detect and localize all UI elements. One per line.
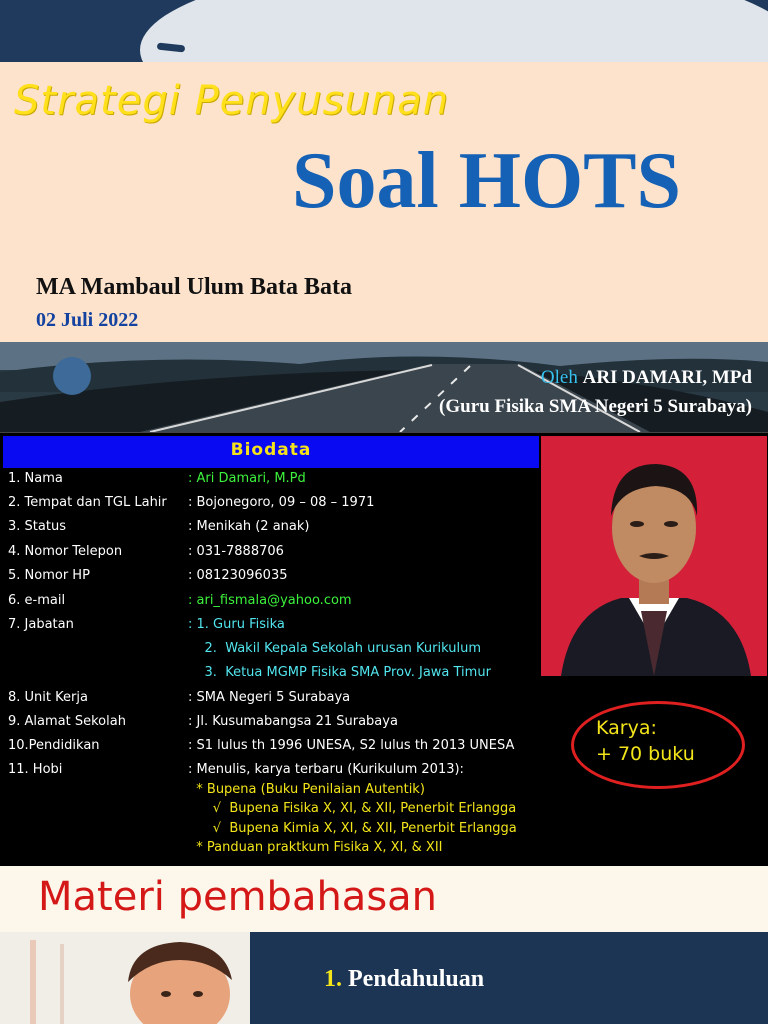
karya-label <box>596 715 695 767</box>
bio-label: 9. Alamat Sekolah <box>8 714 126 729</box>
karya-count: + 70 buku <box>596 743 695 765</box>
bio-label: 3. Status <box>8 519 66 534</box>
bio-value: 3. Ketua MGMP Fisika SMA Prov. Jawa Timur <box>188 665 491 680</box>
bio-value: * Bupena (Buku Penilaian Autentik) <box>188 782 425 797</box>
slide-subtitle: Strategi Penyusunan <box>14 78 450 124</box>
bio-label: 10.Pendidikan <box>8 738 100 753</box>
karya-title: Karya: <box>596 717 657 739</box>
materi-slide <box>0 866 768 1024</box>
biodata-slide <box>0 432 768 867</box>
bio-value: √ Bupena Kimia X, XI, & XII, Penerbit Erlangga <box>188 821 517 836</box>
topic-number: 1. <box>324 966 342 992</box>
bio-label: 7. Jabatan <box>8 617 74 632</box>
author-prefix: Oleh <box>540 367 583 388</box>
portrait-illustration <box>541 436 767 676</box>
bio-label: 8. Unit Kerja <box>8 690 88 705</box>
bio-value: : Bojonegoro, 09 – 08 – 1971 <box>188 495 375 510</box>
title-slide <box>0 0 768 432</box>
materi-heading: Materi pembahasan <box>38 874 438 920</box>
bio-label: 1. Nama <box>8 471 63 486</box>
bio-value: : S1 lulus th 1996 UNESA, S2 lulus th 2013 UNESA <box>188 738 515 753</box>
bio-value: : 1. Guru Fisika <box>188 617 285 632</box>
circle-decoration <box>53 357 91 395</box>
child-illustration <box>0 932 250 1024</box>
bio-value: 2. Wakil Kepala Sekolah urusan Kurikulum <box>188 641 481 656</box>
bio-value: : Menulis, karya terbaru (Kurikulum 2013): <box>188 762 464 777</box>
bio-label: 11. Hobi <box>8 762 63 777</box>
topic-text: Pendahuluan <box>342 966 485 992</box>
bio-value: √ Bupena Fisika X, XI, & XII, Penerbit Erlangga <box>188 801 517 816</box>
bio-label: 4. Nomor Telepon <box>8 544 123 559</box>
bio-value: : Menikah (2 anak) <box>188 519 310 534</box>
bio-value: * Panduan praktkum Fisika X, XI, & XII <box>188 840 443 855</box>
child-photo <box>0 932 250 1024</box>
bio-value: : 08123096035 <box>188 568 288 583</box>
event-date: 02 Juli 2022 <box>36 309 139 331</box>
bio-value: : 031-7888706 <box>188 544 284 559</box>
bio-label: 2. Tempat dan TGL Lahir <box>8 495 167 510</box>
bio-value: : Ari Damari, M.Pd <box>188 471 306 486</box>
school-name: MA Mambaul Ulum Bata Bata <box>36 274 353 300</box>
author-line <box>541 367 752 389</box>
bio-value: : Jl. Kusumabangsa 21 Surabaya <box>188 714 398 729</box>
bio-value: : SMA Negeri 5 Surabaya <box>188 690 351 705</box>
bio-label: 6. e-mail <box>8 593 66 608</box>
bio-label: 5. Nomor HP <box>8 568 90 583</box>
author-role: (Guru Fisika SMA Negeri 5 Surabaya) <box>439 396 752 417</box>
author-name: ARI DAMARI, MPd <box>582 367 752 388</box>
biodata-heading: Biodata <box>230 440 312 460</box>
slide-title: Soal HOTS <box>292 137 682 225</box>
email-value: : ari_fismala@yahoo.com <box>188 593 352 608</box>
topic-item <box>324 966 484 993</box>
portrait-photo <box>541 436 767 676</box>
